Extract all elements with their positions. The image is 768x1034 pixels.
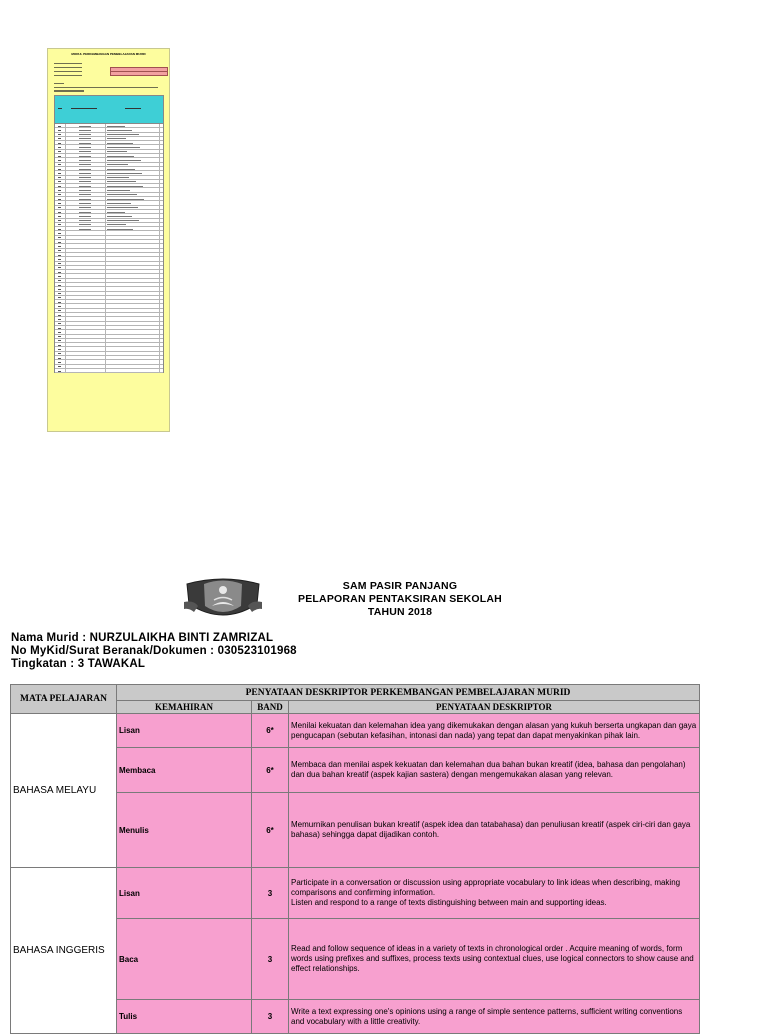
header-band: BAND [252,701,289,714]
thumbnail-table [54,95,164,477]
skill-cell: Membaca [117,748,252,793]
skill-cell: Tulis [117,1000,252,1034]
skill-cell: Lisan [117,714,252,748]
band-cell: 6* [252,714,289,748]
descriptor-cell: Memurnikan penulisan bukan kreatif (aspek idea dan tatabahasa) dan penuliusan kreatif (aspek ciri-ciri dan gaya bahasa) sehingga dapat dijadikan contoh. [289,793,700,868]
descriptor-cell: Participate in a conversation or discussion using appropriate vocabulary to link ideas when describing, making comparisons and confirming information. Listen and respond to a range of texts distinguishing between main and supporting ideas. [289,868,700,919]
header-descriptor-group: PENYATAAN DESKRIPTOR PERKEMBANGAN PEMBELAJARAN MURID [117,685,700,701]
report-year: TAHUN 2018 [367,606,433,618]
descriptor-cell: Menilai kekuatan dan kelemahan idea yang dikemukakan dengan alasan yang kukuh berserta ungkapan dan gaya pengucapan (sebutan kefasihan, intonasi dan nada) yang tepat dan dapat menyakinkan pihak lain. [289,714,700,748]
school-header [250,580,550,619]
band-cell: 6* [252,793,289,868]
subject-cell: BAHASA MELAYU [11,714,117,868]
skill-cell: Menulis [117,793,252,868]
thumbnail-table-header [54,95,164,124]
subject-cell: BAHASA INGGERIS [11,868,117,1034]
band-cell: 3 [252,868,289,919]
header-subject: MATA PELAJARAN [11,685,117,714]
descriptor-cell: Read and follow sequence of ideas in a variety of texts in chronological order . Acquire meaning of words, form words using prefixes and suffixes, process texts using contextual clues, use logical connectors to show cause and effect relationships. [289,919,700,1000]
student-name: Nama Murid : NURZULAIKHA BINTI ZAMRIZAL [11,632,274,644]
descriptor-cell: Write a text expressing one's opinions using a range of simple sentence patterns, sufficient writing conventions and vocabulary with a little creativity. [289,1000,700,1034]
thumbnail-title: MODUL PERKEMBANGAN PEMBELAJARAN MURID [71,52,146,56]
assessment-table [10,684,700,1034]
student-info [11,632,511,671]
spreadsheet-thumbnail [47,48,170,432]
table-row [11,714,700,748]
header-descriptor: PENYATAAN DESKRIPTOR [289,701,700,714]
band-cell: 3 [252,919,289,1000]
skill-cell: Baca [117,919,252,1000]
band-cell: 3 [252,1000,289,1034]
report-title: PELAPORAN PENTAKSIRAN SEKOLAH [298,593,502,605]
skill-cell: Lisan [117,868,252,919]
thumbnail-table-rows [54,124,164,373]
descriptor-cell: Membaca dan menilai aspek kekuatan dan kelemahan dua bahan bukan kreatif (idea, bahasa dan pengolahan) dan dua bahan kreatif (aspek kajian sastera) dengan mengemukakan alasan yang relevan. [289,748,700,793]
header-skill: KEMAHIRAN [117,701,252,714]
thumbnail-row [55,369,163,373]
table-row [11,868,700,919]
school-name: SAM PASIR PANJANG [342,580,458,592]
thumbnail-notes [54,83,162,94]
thumbnail-info-block [54,63,164,79]
student-id: No MyKid/Surat Beranak/Dokumen : 030523101968 [11,645,297,657]
student-class: Tingkatan : 3 TAWAKAL [11,658,146,670]
band-cell: 6* [252,748,289,793]
